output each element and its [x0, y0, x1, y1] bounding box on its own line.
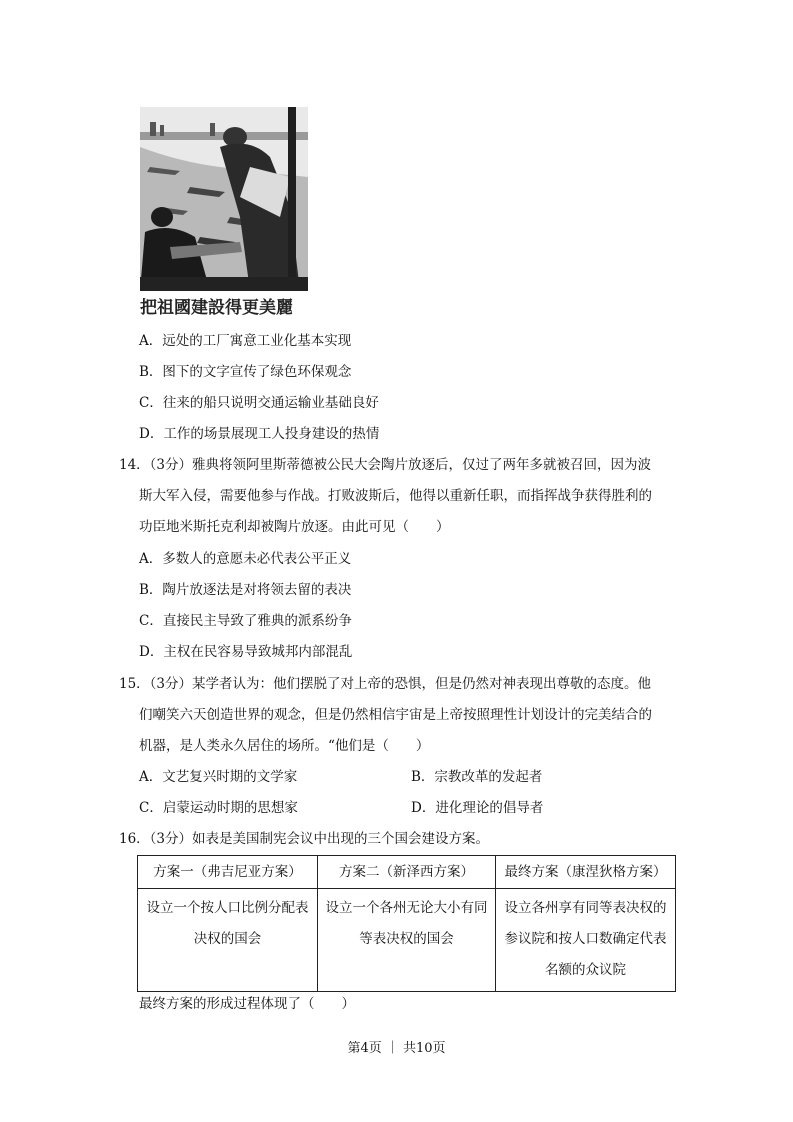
- cell-line: 名额的众议院: [545, 962, 626, 978]
- q15-option-c: C．启蒙运动时期的思想家: [139, 800, 298, 816]
- table-row: [138, 889, 676, 992]
- q14-option-a: A．多数人的意愿未必代表公平正义: [139, 551, 352, 567]
- q14-option-d: D．主权在民容易导致城邦内部混乱: [139, 644, 353, 660]
- q13-option-c: C．往来的船只说明交通运输业基础良好: [139, 395, 379, 411]
- cell-line: 设立一个按人口比例分配表: [146, 900, 309, 916]
- q15-stem-line-2: 们嘲笑六天创造世界的观念，但是仍然相信宇宙是上帝按照理性计划设计的完美结合的: [139, 707, 652, 723]
- plan-table: [137, 855, 676, 992]
- cell-plan-1: [138, 889, 318, 992]
- poster-illustration: [140, 107, 308, 291]
- table-header-row: [138, 856, 676, 889]
- page-footer: 第4页 ｜ 共10页: [347, 1041, 446, 1056]
- q16-stem: 16．（3分）如表是美国制宪会议中出现的三个国会建设方案。: [119, 831, 490, 847]
- q14-option-c: C．直接民主导致了雅典的派系纷争: [139, 613, 352, 629]
- cell-plan-final: [496, 889, 676, 992]
- q15-option-b: B．宗教改革的发起者: [411, 769, 543, 785]
- header-plan-2: 方案二（新泽西方案）: [318, 856, 496, 889]
- q15-option-a: A．文艺复兴时期的文学家: [139, 769, 298, 785]
- q14-stem-line-3: 功臣地米斯托克利却被陶片放逐。由此可见（ ）: [139, 519, 450, 535]
- q14-stem-line-1: 14．（3分）雅典将领阿里斯蒂德被公民大会陶片放逐后，仅过了两年多就被召回，因为波: [119, 457, 652, 473]
- cell-line: 等表决权的国会: [359, 931, 454, 947]
- cell-line: 设立一个各州无论大小有同: [325, 900, 488, 916]
- cell-line: 设立各州享有同等表决权的: [504, 900, 667, 916]
- q13-option-a: A．远处的工厂寓意工业化基本实现: [139, 333, 352, 349]
- q14-stem-line-2: 斯大军入侵，需要他参与作战。打败波斯后，他得以重新任职，而指挥战争获得胜利的: [139, 488, 652, 504]
- poster-image: [140, 107, 308, 291]
- header-plan-final: 最终方案（康涅狄格方案）: [496, 856, 676, 889]
- header-plan-1: 方案一（弗吉尼亚方案）: [138, 856, 318, 889]
- q15-stem-line-1: 15．（3分）某学者认为：他们摆脱了对上帝的恐惧，但是仍然对神表现出尊敬的态度。他: [119, 676, 652, 692]
- q14-option-b: B．陶片放逐法是对将领去留的表决: [139, 582, 352, 598]
- q16-question: 最终方案的形成过程体现了（ ）: [139, 996, 355, 1012]
- q13-option-b: B．图下的文字宣传了绿色环保观念: [139, 364, 352, 380]
- q15-option-d: D．进化理论的倡导者: [411, 800, 544, 816]
- cell-plan-2: [318, 889, 496, 992]
- q15-stem-line-3: 机器，是人类永久居住的场所。“他们是（ ）: [139, 738, 430, 754]
- q13-option-d: D．工作的场景展现工人投身建设的热情: [139, 426, 380, 442]
- poster-caption: 把祖國建設得更美麗: [140, 298, 293, 318]
- cell-line: 决权的国会: [193, 931, 262, 947]
- cell-line: 参议院和按人口数确定代表: [504, 931, 667, 947]
